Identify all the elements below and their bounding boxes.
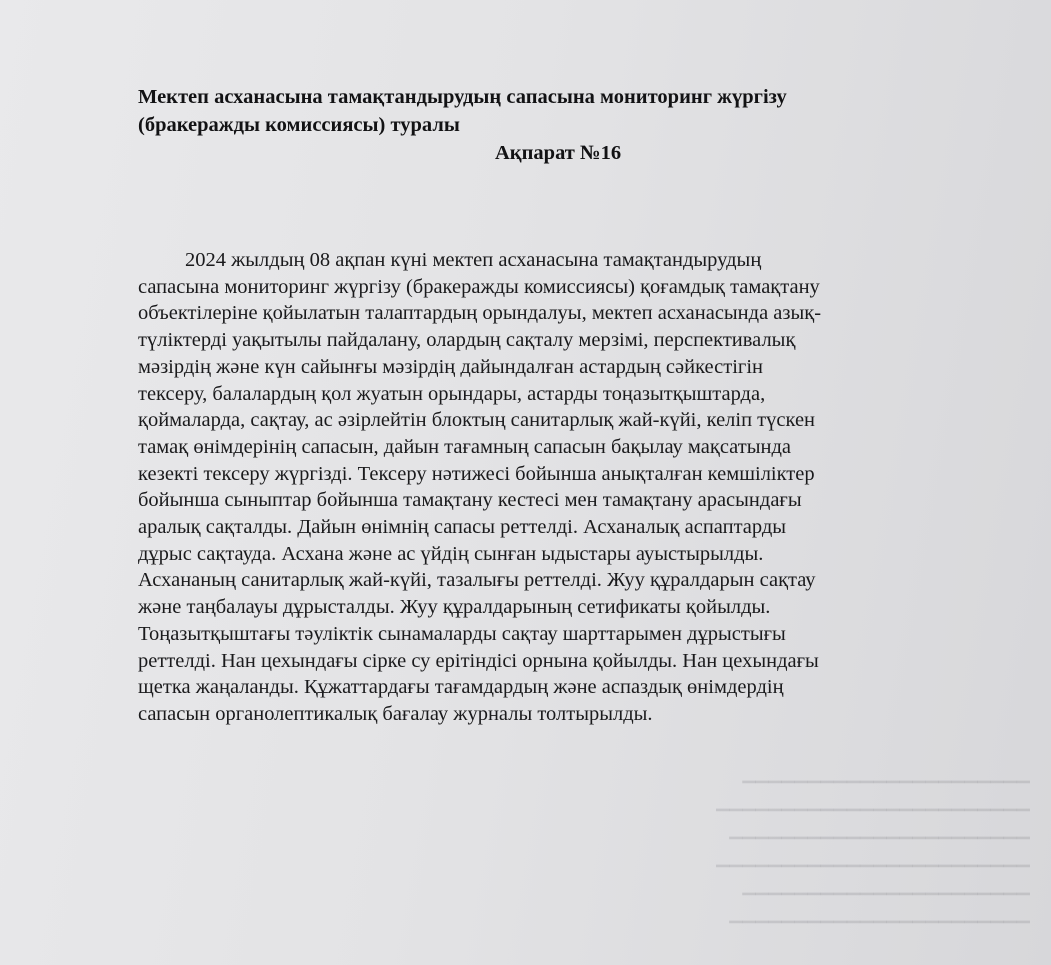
body-line: аралық сақталды. Дайын өнімнің сапасы реттелді. Асханалық аспаптарды <box>138 516 787 539</box>
body-line: 2024 жылдың 08 ақпан күні мектеп асханасына тамақтандырудың <box>185 249 762 271</box>
body-line: сапасын органолептикалық бағалау журналы толтырылды. <box>138 702 653 725</box>
body-line: тамақ өнімдерінің сапасын, дайын тағамның сапасын бақылау мақсатында <box>138 435 791 458</box>
document-heading <box>138 83 998 167</box>
body-line: дұрыс сақтауда. Асхана және ас үйдің сынған ыдыстары ауыстырылды. <box>138 542 764 565</box>
body-line: Асхананың санитарлық жай-күйі, тазалығы реттелді. Жуу құралдарын сақтау <box>138 569 816 592</box>
body-line: кезекті тексеру жүргізді. Тексеру нәтижесі бойынша анықталған кемшіліктер <box>138 462 815 485</box>
document-subtitle: Ақпарат №16 <box>495 142 622 164</box>
body-line: тексеру, балалардың қол жуатын орындары, астарды тоңазытқыштарда, <box>138 382 766 405</box>
body-line: щетка жаңаланды. Құжаттардағы тағамдардың және аспаздық өнімдердің <box>138 676 784 699</box>
body-line: объектілеріне қойылатын талаптардың орындалуы, мектеп асханасында азық- <box>138 302 822 325</box>
body-line: мәзірдің және күн сайынғы мәзірдің дайындалған астардың сәйкестігін <box>138 355 763 378</box>
body-line: түліктерді уақытылы пайдалану, олардың сақталу мерзімі, перспективалық <box>138 329 796 352</box>
bleed-through-texture: ▁▁▁▁▁▁▁▁▁▁▁▁▁▁▁▁▁▁▁▁▁▁ ▁▁▁▁▁▁▁▁▁▁▁▁▁▁▁▁▁▁▁▁▁▁▁▁ ▁▁▁▁▁▁▁▁▁▁▁▁▁▁▁▁▁▁▁▁▁▁▁ ▁▁▁▁▁▁▁▁▁▁▁▁▁▁▁▁▁▁▁▁▁▁▁▁ ▁▁▁▁▁▁▁▁▁▁▁▁▁▁▁▁▁▁▁▁▁▁ ▁▁▁▁▁▁▁▁▁▁▁▁▁▁▁▁▁▁▁▁▁▁▁ <box>716 764 1030 923</box>
body-line: қоймаларда, сақтау, ас әзірлейтін блоктың санитарлық жай-күйі, келіп түскен <box>138 409 816 432</box>
document-body <box>138 247 1028 728</box>
body-line: бойынша сыныптар бойынша тамақтану кестесі мен тамақтану арасындағы <box>138 489 802 512</box>
title-line-2: (бракеражды комиссиясы) туралы <box>138 114 460 136</box>
body-line: Тоңазытқыштағы тәуліктік сынамаларды сақтау шарттарымен дұрыстығы <box>138 622 786 645</box>
title-line-1: Мектеп асханасына тамақтандырудың сапасына мониторинг жүргізу <box>138 86 787 108</box>
body-line: реттелді. Нан цехындағы сірке су ерітіндісі орнына қойылды. Нан цехындағы <box>138 649 819 672</box>
body-line: сапасына мониторинг жүргізу (бракеражды комиссиясы) қоғамдық тамақтану <box>138 275 820 298</box>
body-line: және таңбалауы дұрысталды. Жуу құралдарының сетификаты қойылды. <box>138 596 771 619</box>
